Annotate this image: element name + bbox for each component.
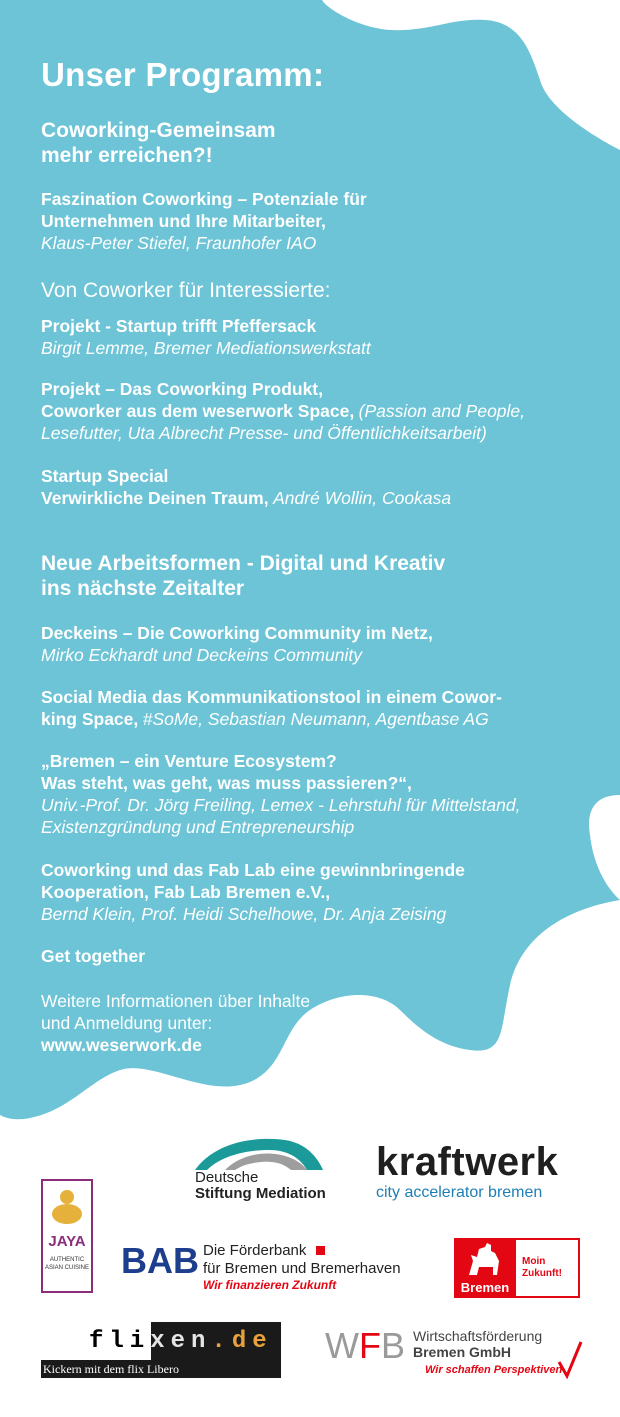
support-text: Mit freundlicher Unterstützung von: [444, 1057, 579, 1094]
buddha-icon [50, 1189, 84, 1225]
section-heading-coworker: Von Coworker für Interessierte: [41, 279, 331, 302]
section-coworking [41, 118, 589, 168]
info-block: Weitere Informationen über Inhalte und Anmeldung unter: www.weserwork.de [41, 990, 589, 1056]
bridge-icon [195, 1136, 325, 1172]
program-item: Startup Special Verwirkliche Deinen Traum, André Wollin, Cookasa [41, 466, 452, 508]
program-item: Social Media das Kommunikationstool in einem Cowor- king Space, #SoMe, Sebastian Neumann, Agentbase AG [41, 687, 502, 729]
checkmark-icon [557, 1340, 583, 1380]
program-item: Projekt – Das Coworking Produkt, Coworker aus dem weserwork Space, (Passion and People, Lesefutter, Uta Albrecht Presse- und Öffentlichkeitsarbeit) [41, 379, 526, 443]
section-heading-neue-arbeitsformen: Neue Arbeitsformen - Digital und Kreativ ins nächste Zeitalter [41, 552, 446, 600]
program-item: Get together [41, 946, 146, 966]
section-heading: Coworking-Gemeinsam mehr erreichen?! [41, 119, 276, 167]
program-item: Deckeins – Die Coworking Community im Netz, Mirko Eckhardt und Deckeins Community [41, 623, 433, 665]
jaya-logo: JAYA AUTHENTIC ASIAN CUISINE [41, 1179, 93, 1293]
program-item: Projekt - Startup trifft Pfeffersack Birgit Lemme, Bremer Mediationswerkstatt [41, 316, 371, 358]
website-link[interactable]: www.weserwork.de [41, 1035, 202, 1055]
deutsche-stiftung-mediation-logo: Deutsche Stiftung Mediation [195, 1136, 345, 1206]
flixen-logo: flixen.de Kickern mit dem flix Libero [41, 1322, 281, 1378]
page-title: Unser Programm: [41, 56, 325, 93]
kraftwerk-logo: kraftwerk city accelerator bremen [376, 1140, 559, 1201]
red-square-icon [316, 1246, 325, 1255]
bremen-logo: Bremen Moin Zukunft! [454, 1238, 580, 1298]
program-item: Faszination Coworking – Potenziale für Unternehmen und Ihre Mitarbeiter, Klaus-Peter Stiefel, Fraunhofer IAO [41, 189, 367, 253]
program-item: Coworking und das Fab Lab eine gewinnbringende Kooperation, Fab Lab Bremen e.V., Bernd Klein, Prof. Heidi Schelhowe, Dr. Anja Zeising [41, 860, 465, 924]
wfb-logo: WFB Wirtschaftsförderung Bremen GmbH Wir schaffen Perspektiven [325, 1326, 585, 1382]
bab-logo: BAB Die Förderbank für Bremen und Bremerhaven Wir finanzieren Zukunft [121, 1240, 401, 1292]
program-item: „Bremen – ein Venture Ecosystem? Was steht, was geht, was muss passieren?“, Univ.-Prof. Dr. Jörg Freiling, Lemex - Lehrstuhl für Mittelstand, Existenzgründung und Entrepreneurship [41, 751, 521, 837]
town-musicians-icon [465, 1241, 505, 1277]
